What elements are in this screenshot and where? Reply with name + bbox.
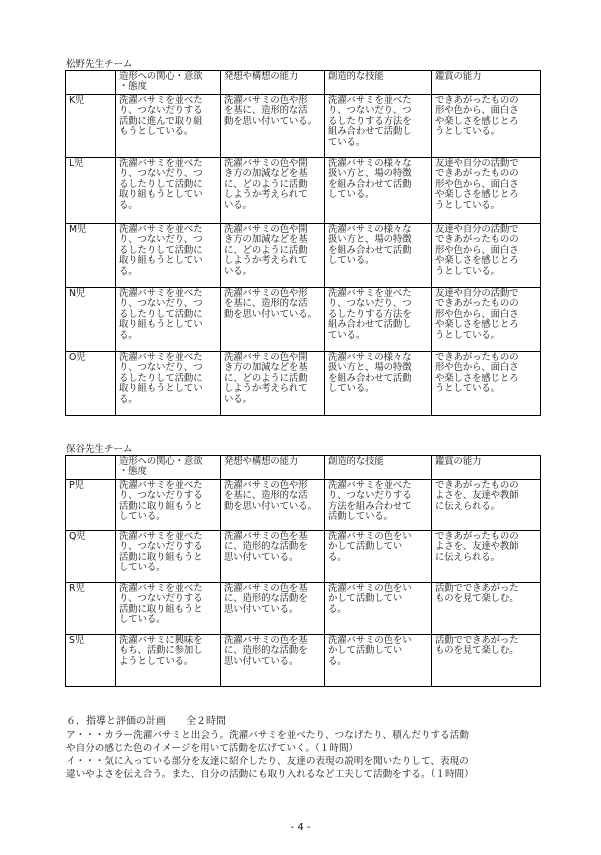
table-row (66, 583, 541, 635)
table-cell: できあがったものの よさを、友達や教師 に伝えられる。 (432, 531, 541, 583)
header-cell-student (66, 71, 116, 95)
table-cell: 洗濯バサミの色や形 を基に、造形的な活 動を思い付いている。 (221, 95, 325, 158)
table-cell: 洗濯バサミを並べた り、つないだりする 活動に取り組もうと している。 (116, 480, 221, 531)
table-cell: 友達や自分の活動で できあがったものの 形や色から、面白さ や楽しさを感じとろ うとしている。 (432, 288, 541, 352)
table-row (66, 352, 541, 416)
student-name-cell: S児 (66, 635, 116, 687)
table-row (66, 288, 541, 352)
table-cell: 友達や自分の活動で できあがったものの 形や色から、面白さ や楽しさを感じとろ うとしている。 (432, 158, 541, 224)
table-cell: 洗濯バサミの色を基 に、造形的な活動を 思い付いている。 (221, 531, 325, 583)
header-cell-interest: 造形への関心・意欲 ・態度 (116, 71, 221, 95)
table-cell: 洗濯バサミの色をい かして活動してい る。 (325, 531, 432, 583)
table-cell: 洗濯バサミを並べた り、つないだり、つ るしたりする方法を 組み合わせて活動し ている。 (325, 95, 432, 158)
table-cell: 友達や自分の活動で できあがったものの 形や色から、面白さ や楽しさを感じとろ うとしている。 (432, 224, 541, 288)
table-cell: 洗濯バサミを並べた り、つないだり、つ るしたりする方法を 組み合わせて活動し ている。 (325, 288, 432, 352)
table-cell: 洗濯バサミを並べた り、つないだりする 活動に進んで取り組 もうとしている。 (116, 95, 221, 158)
table-cell: 洗濯バサミを並べた り、つないだり、つ るしたりして活動に 取り組もうとしてい る。 (116, 224, 221, 288)
table-cell: できあがったものの よさを、友達や教師 に伝えられる。 (432, 480, 541, 531)
header-cell-student (66, 456, 116, 480)
team1-evaluation-table (65, 70, 541, 416)
table-cell: 洗濯バサミの様々な 扱い方と、場の特徴 を組み合わせて活動 している。 (325, 352, 432, 416)
table-row (66, 224, 541, 288)
table-cell: 洗濯バサミを並べた り、つないだり、つ るしたりして活動に 取り組もうとしてい る。 (116, 288, 221, 352)
table-cell: 洗濯バサミの様々な 扱い方と、場の特徴 を組み合わせて活動 している。 (325, 158, 432, 224)
table-cell: 活動でできあがった ものを見て楽しむ。 (432, 583, 541, 635)
table-cell: 洗濯バサミの色を基 に、造形的な活動を 思い付いている。 (221, 635, 325, 687)
team2-evaluation-table (65, 455, 541, 687)
table-cell: 洗濯バサミを並べた り、つないだりする 活動に取り組もうと している。 (116, 583, 221, 635)
header-cell-interest: 造形への関心・意欲 ・態度 (116, 456, 221, 480)
table-row (66, 635, 541, 687)
table-row (66, 531, 541, 583)
page-number: - 4 - (290, 822, 311, 833)
table-cell: 洗濯バサミの色をい かして活動してい る。 (325, 583, 432, 635)
table-row (66, 95, 541, 158)
table-cell: 洗濯バサミの様々な 扱い方と、場の特徴 を組み合わせて活動 している。 (325, 224, 432, 288)
plan-line: イ・・・気に入っている部分を友達に紹介したり、友達の表現の説明を聞いたりして、表現の (66, 756, 469, 767)
plan-line: ア・・・カラー洗濯バサミと出会う。洗濯バサミを並べたり、つなげたり、積んだりする活動 (66, 730, 469, 741)
header-cell-skill: 創造的な技能 (325, 456, 432, 480)
table-cell: 活動でできあがった ものを見て楽しむ。 (432, 635, 541, 687)
header-cell-ideation: 発想や構想の能力 (221, 71, 325, 95)
table-cell: 洗濯バサミの色や開 き方の加減などを基 に、どのように活動 しようか考えられて いる。 (221, 224, 325, 288)
student-name-cell: M児 (66, 224, 116, 288)
table-cell: 洗濯バサミを並べた り、つないだり、つ るしたりして活動に 取り組もうとしてい る。 (116, 352, 221, 416)
student-name-cell: O児 (66, 352, 116, 416)
team1-title: 松野先生チーム (66, 59, 133, 70)
student-name-cell: K児 (66, 95, 116, 158)
student-name-cell: N児 (66, 288, 116, 352)
student-name-cell: R児 (66, 583, 116, 635)
table-cell: 洗濯バサミを並べた り、つないだりする 方法を組み合わせて 活動している。 (325, 480, 432, 531)
student-name-cell: L児 (66, 158, 116, 224)
table-row (66, 480, 541, 531)
table-cell: 洗濯バサミの色をい かして活動してい る。 (325, 635, 432, 687)
table-cell: 洗濯バサミに興味を もち、活動に参加し ようとしている。 (116, 635, 221, 687)
table-cell: できあがったものの 形や色から、面白さ や楽しさを感じとろ うとしている。 (432, 95, 541, 158)
table-cell: 洗濯バサミの色や形 を基に、造形的な活 動を思い付いている。 (221, 480, 325, 531)
header-cell-skill: 創造的な技能 (325, 71, 432, 95)
header-cell-ideation: 発想や構想の能力 (221, 456, 325, 480)
student-name-cell: P児 (66, 480, 116, 531)
table-cell: 洗濯バサミの色を基 に、造形的な活動を 思い付いている。 (221, 583, 325, 635)
table-header-row (66, 71, 541, 95)
plan-line: 違いやよさを伝え合う。また、自分の活動にも取り入れるなど工夫して活動をする。（１時間） (66, 769, 474, 780)
student-name-cell: Q児 (66, 531, 116, 583)
table-cell: 洗濯バサミの色や開 き方の加減などを基 に、どのように活動 しようか考えられて いる。 (221, 352, 325, 416)
table-cell: 洗濯バサミの色や開 き方の加減などを基 に、どのように活動 しようか考えられて いる。 (221, 158, 325, 224)
plan-line: や自分の感じた色のイメージを用いて活動を広げていく。（１時間） (66, 743, 359, 754)
table-row (66, 158, 541, 224)
table-cell: できあがったものの 形や色から、面白さ や楽しさを感じとろ うとしている。 (432, 352, 541, 416)
header-cell-appreciation: 鑑賞の能力 (432, 71, 541, 95)
table-header-row (66, 456, 541, 480)
table-cell: 洗濯バサミの色や形 を基に、造形的な活 動を思い付いている。 (221, 288, 325, 352)
section-heading: ６．指導と評価の計画 全２時間 (66, 716, 226, 727)
header-cell-appreciation: 鑑賞の能力 (432, 456, 541, 480)
team2-title: 保谷先生チーム (66, 444, 133, 455)
table-cell: 洗濯バサミを並べた り、つないだり、つ るしたりして活動に 取り組もうとしてい る。 (116, 158, 221, 224)
table-cell: 洗濯バサミを並べた り、つないだりする 活動に取り組もうと している。 (116, 531, 221, 583)
